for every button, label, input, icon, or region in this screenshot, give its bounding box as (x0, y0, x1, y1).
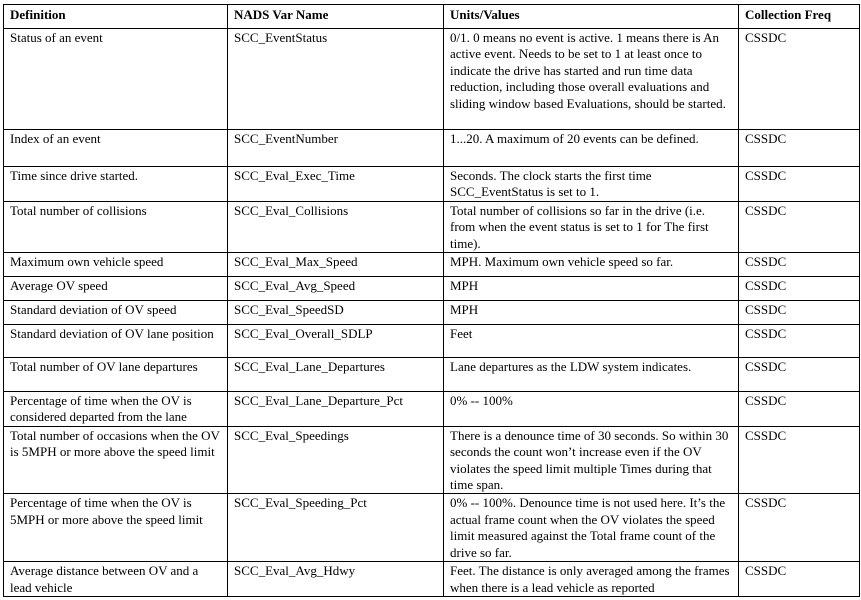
table-row (4, 29, 860, 130)
var-name-cell: SCC_Eval_SpeedSD (228, 301, 444, 325)
definition-cell: Standard deviation of OV lane position (4, 325, 228, 358)
definition-cell: Percentage of time when the OV is 5MPH or more above the speed limit (4, 494, 228, 562)
units-cell: 0/1. 0 means no event is active. 1 means there is An active event. Needs to be set to 1 at least once to indicate the drive has started and run time data reduction, including those overall evaluations and sliding window based Evaluations, should be started. (444, 29, 739, 130)
table-row (4, 358, 860, 392)
definition-cell: Status of an event (4, 29, 228, 130)
var-name-cell: SCC_Eval_Speeding_Pct (228, 494, 444, 562)
units-cell: 0% -- 100% (444, 392, 739, 427)
definition-cell: Maximum own vehicle speed (4, 253, 228, 277)
definition-cell: Average distance between OV and a lead vehicle (4, 562, 228, 597)
freq-cell: CSSDC (739, 562, 860, 597)
var-name-cell: SCC_Eval_Avg_Hdwy (228, 562, 444, 597)
units-cell: Feet (444, 325, 739, 358)
table-row (4, 130, 860, 167)
definition-cell: Standard deviation of OV speed (4, 301, 228, 325)
header-definition: Definition (4, 5, 228, 29)
var-name-cell: SCC_Eval_Avg_Speed (228, 277, 444, 301)
freq-cell: CSSDC (739, 201, 860, 252)
table-row (4, 277, 860, 301)
table-row (4, 301, 860, 325)
freq-cell: CSSDC (739, 426, 860, 494)
table-row (4, 494, 860, 562)
freq-cell: CSSDC (739, 29, 860, 130)
table-row (4, 392, 860, 427)
table-row (4, 325, 860, 358)
definition-cell: Total number of occasions when the OV is 5MPH or more above the speed limit (4, 426, 228, 494)
freq-cell: CSSDC (739, 167, 860, 202)
units-cell: MPH (444, 301, 739, 325)
units-cell: Feet. The distance is only averaged among the frames when there is a lead vehicle as reported (444, 562, 739, 597)
units-cell: 1...20. A maximum of 20 events can be defined. (444, 130, 739, 167)
var-name-cell: SCC_Eval_Collisions (228, 201, 444, 252)
freq-cell: CSSDC (739, 253, 860, 277)
var-name-cell: SCC_Eval_Max_Speed (228, 253, 444, 277)
units-cell: Seconds. The clock starts the first time SCC_EventStatus is set to 1. (444, 167, 739, 202)
freq-cell: CSSDC (739, 277, 860, 301)
freq-cell: CSSDC (739, 301, 860, 325)
header-units: Units/Values (444, 5, 739, 29)
freq-cell: CSSDC (739, 494, 860, 562)
units-cell: 0% -- 100%. Denounce time is not used here. It’s the actual frame count when the OV violates the speed limit measured against the Total frame count of the drive so far. (444, 494, 739, 562)
table-row (4, 253, 860, 277)
units-cell: MPH (444, 277, 739, 301)
var-name-cell: SCC_EventNumber (228, 130, 444, 167)
definition-cell: Total number of collisions (4, 201, 228, 252)
table-row (4, 201, 860, 252)
freq-cell: CSSDC (739, 130, 860, 167)
var-name-cell: SCC_Eval_Overall_SDLP (228, 325, 444, 358)
freq-cell: CSSDC (739, 358, 860, 392)
header-row (4, 5, 860, 29)
table-row (4, 167, 860, 202)
variables-table (3, 4, 860, 597)
header-collection-freq: Collection Freq (739, 5, 860, 29)
freq-cell: CSSDC (739, 325, 860, 358)
units-cell: Lane departures as the LDW system indicates. (444, 358, 739, 392)
var-name-cell: SCC_Eval_Exec_Time (228, 167, 444, 202)
definition-cell: Index of an event (4, 130, 228, 167)
definition-cell: Percentage of time when the OV is considered departed from the lane (4, 392, 228, 427)
units-cell: There is a denounce time of 30 seconds. So within 30 seconds the count won’t increase even if the OV violates the speed limit multiple Times during that time span. (444, 426, 739, 494)
units-cell: Total number of collisions so far in the drive (i.e. from when the event status is set to 1 for The first time). (444, 201, 739, 252)
definition-cell: Average OV speed (4, 277, 228, 301)
header-var-name: NADS Var Name (228, 5, 444, 29)
definition-cell: Total number of OV lane departures (4, 358, 228, 392)
var-name-cell: SCC_Eval_Lane_Departures (228, 358, 444, 392)
table-row (4, 426, 860, 494)
var-name-cell: SCC_Eval_Lane_Departure_Pct (228, 392, 444, 427)
definition-cell: Time since drive started. (4, 167, 228, 202)
freq-cell: CSSDC (739, 392, 860, 427)
var-name-cell: SCC_Eval_Speedings (228, 426, 444, 494)
units-cell: MPH. Maximum own vehicle speed so far. (444, 253, 739, 277)
table-row (4, 562, 860, 597)
var-name-cell: SCC_EventStatus (228, 29, 444, 130)
